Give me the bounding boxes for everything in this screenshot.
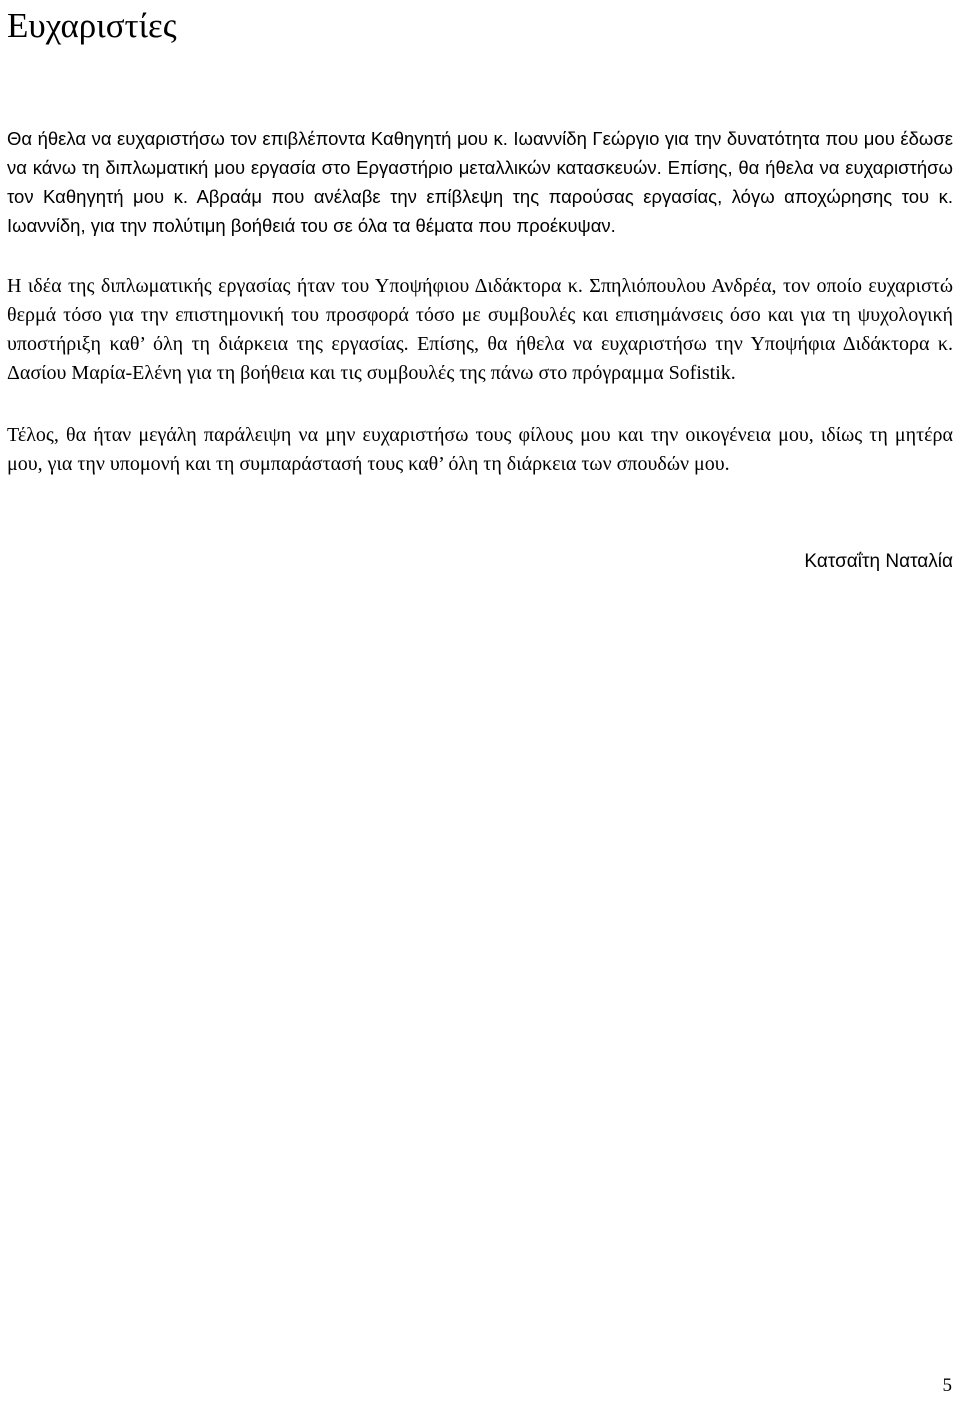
page-number: 5 — [942, 1375, 952, 1396]
acknowledgement-paragraph-family: Τέλος, θα ήταν μεγάλη παράλειψη να μην ευχαριστήσω τους φίλους μου και την οικογένεια μου, ιδίως τη μητέρα μου, για την υπομονή και τη συμπαράστασή τους καθ’ όλη τη διάρκεια των σπουδών μου. — [7, 424, 953, 475]
page-title: Ευχαριστίες — [7, 6, 177, 45]
acknowledgement-paragraph-phd-candidates: Η ιδέα της διπλωματικής εργασίας ήταν του Υποψήφιου Διδάκτορα κ. Σπηλιόπουλου Ανδρέα, τον οποίο ευχαριστώ θερμά τόσο για την επιστημονική του προσφορά τόσο με συμβουλές και επισημάνσεις όσο και για τη ψυχολογική υποστήριξη καθ’ όλη τη διάρκεια της εργασίας. Επίσης, θα ήθελα να ευχαριστήσω την Υποψήφια Διδάκτορα κ. Δασίου Μαρία-Ελένη για τη βοήθεια και τις συμβουλές της πάνω στο πρόγραμμα Sofistik. — [7, 275, 953, 384]
acknowledgement-paragraph-supervisors: Θα ήθελα να ευχαριστήσω τον επιβλέποντα Καθηγητή μου κ. Ιωαννίδη Γεώργιο για την δυνατότητα που μου έδωσε να κάνω τη διπλωματική μου εργασία στο Εργαστήριο μεταλλικών κατασκευών. Επίσης, θα ήθελα να ευχαριστήσω τον Καθηγητή μου κ. Αβραάμ που ανέλαβε την επίβλεψη της παρούσας εργασίας, λόγω αποχώρησης του κ. Ιωαννίδη, για την πολύτιμη βοήθειά του σε όλα τα θέματα που προέκυψαν. — [7, 128, 953, 236]
author-signature: Κατσαΐτη Ναταλία — [804, 551, 953, 572]
